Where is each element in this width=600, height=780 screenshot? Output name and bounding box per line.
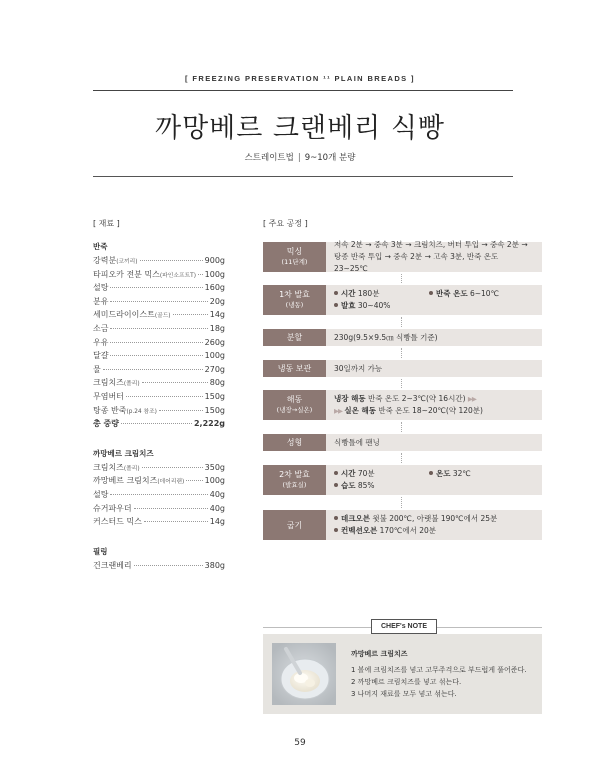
ingredient-row: 무염버터 150g bbox=[93, 391, 225, 401]
step-body: 230g(9.5×9.5㎝ 식빵틀 기준) bbox=[326, 329, 542, 346]
ingredients-heading: [ 재료 ] bbox=[93, 219, 120, 228]
method-label: 스트레이트법 bbox=[244, 153, 294, 163]
chef-note-text bbox=[351, 648, 527, 700]
recipe-title: 까망베르 크랜베리 식빵 bbox=[155, 113, 445, 144]
ingredient-row: 분유 20g bbox=[93, 296, 225, 306]
header-rule bbox=[93, 90, 513, 91]
step-label: 2차 발효 (발효실) bbox=[263, 465, 326, 495]
ingredient-row: 슈거파우더 40g bbox=[93, 503, 225, 513]
step-label: 믹싱 (11단계) bbox=[263, 242, 326, 272]
chef-note-title: 까망베르 크림치즈 bbox=[351, 650, 408, 658]
ingredient-row: 크림치즈(폴리) 80g bbox=[93, 378, 225, 388]
step-label: 1차 발효 (냉동) bbox=[263, 285, 326, 315]
subtitle-rule bbox=[93, 176, 513, 177]
ingredient-row: 달걀 100g bbox=[93, 351, 225, 361]
ingredient-row: 소금 18g bbox=[93, 323, 225, 333]
ingredient-row: 세미드라이이스트(골드) 14g bbox=[93, 310, 225, 320]
ingredient-row: 우유 260g bbox=[93, 337, 225, 347]
page-number: 59 bbox=[294, 738, 306, 748]
step-body: 시간 70분 온도 32℃ 습도 85% bbox=[326, 465, 542, 495]
ingredient-row: 건크랜베리 380g bbox=[93, 560, 225, 570]
step-body: 데크오븐 윗불 200℃, 아랫불 190℃에서 25분 컨벡션오븐 170℃에서 20분 bbox=[326, 510, 542, 540]
yield-label: 9~10개 분량 bbox=[304, 153, 356, 163]
step-mixing bbox=[263, 242, 542, 272]
ingredient-row: 크림치즈(폴리) 350g bbox=[93, 462, 225, 472]
step-body: 냉장 해동 반죽 온도 2~3℃(약 16시간) ▶▶ ▶▶ 실온 해동 반죽 온도 18~20℃(약 120분) bbox=[326, 390, 542, 420]
step-baking bbox=[263, 510, 542, 540]
step-body: 30일까지 가능 bbox=[326, 360, 542, 377]
ingredient-row: 까망베르 크림치즈(데어리랜) 100g bbox=[93, 476, 225, 486]
group-title-dough: 반죽 bbox=[93, 242, 108, 251]
group-title-camembert-cream: 까망베르 크림치즈 bbox=[93, 448, 154, 458]
chef-note-tag: CHEF's NOTE bbox=[371, 619, 437, 634]
step-label: 냉동 보관 bbox=[263, 360, 326, 377]
chef-note-step: 3 나머지 재료를 모두 넣고 섞는다. bbox=[351, 690, 457, 698]
ingredient-row: 설탕 160g bbox=[93, 283, 225, 293]
recipe-subtitle: 스트레이트법 | 9~10개 분량 bbox=[244, 153, 356, 163]
step-label: 굽기 bbox=[263, 510, 326, 540]
step-frozen-storage bbox=[263, 360, 542, 377]
step-label: 해동 (냉장→실온) bbox=[263, 390, 326, 420]
step-label: 분할 bbox=[263, 329, 326, 346]
series-header: [ FREEZING PRESERVATION ¹¹ PLAIN BREADS ] bbox=[185, 74, 415, 83]
step-body: 저속 2분 → 중속 3분 → 크림치즈, 버터 투입 → 중속 2분 → 탕종 반죽 투입 → 중속 2분 → 고속 3분, 반죽 온도 23~25℃ bbox=[326, 242, 542, 272]
chef-note-box bbox=[263, 634, 542, 714]
step-first-fermentation bbox=[263, 285, 542, 315]
step-thawing bbox=[263, 390, 542, 420]
ingredient-row: 타피오카 전분 믹스(파인소프트T) 100g bbox=[93, 269, 225, 279]
step-label: 성형 bbox=[263, 434, 326, 451]
ingredient-row: 탕종 반죽(p.24 참조) 150g bbox=[93, 405, 225, 415]
chef-note-step: 1 볼에 크림치즈를 넣고 고무주걱으로 부드럽게 풀어준다. bbox=[351, 666, 527, 674]
ingredient-row: 물 270g bbox=[93, 364, 225, 374]
ingredient-row: 커스터드 믹스 14g bbox=[93, 517, 225, 527]
ingredient-row: 강력분(코끼리) 900g bbox=[93, 256, 225, 265]
step-division bbox=[263, 329, 542, 346]
ingredients-section bbox=[93, 218, 225, 573]
step-body: 식빵틀에 팬닝 bbox=[326, 434, 542, 451]
process-heading: [ 주요 공정 ] bbox=[263, 219, 308, 228]
step-second-fermentation bbox=[263, 465, 542, 495]
ingredient-row: 설탕 40g bbox=[93, 489, 225, 499]
arrow-icon: ▶▶ bbox=[334, 407, 342, 415]
step-body: 시간 180분 반죽 온도 6~10℃ 발효 30~40% bbox=[326, 285, 542, 315]
step-shaping bbox=[263, 434, 542, 451]
cream-cheese-photo bbox=[272, 643, 336, 705]
total-weight-row: 총 중량 2,222g bbox=[93, 419, 225, 429]
arrow-icon: ▶▶ bbox=[467, 395, 476, 403]
chef-note-step: 2 까망베르 크림치즈를 넣고 섞는다. bbox=[351, 678, 462, 686]
group-title-filling: 필링 bbox=[93, 546, 108, 556]
